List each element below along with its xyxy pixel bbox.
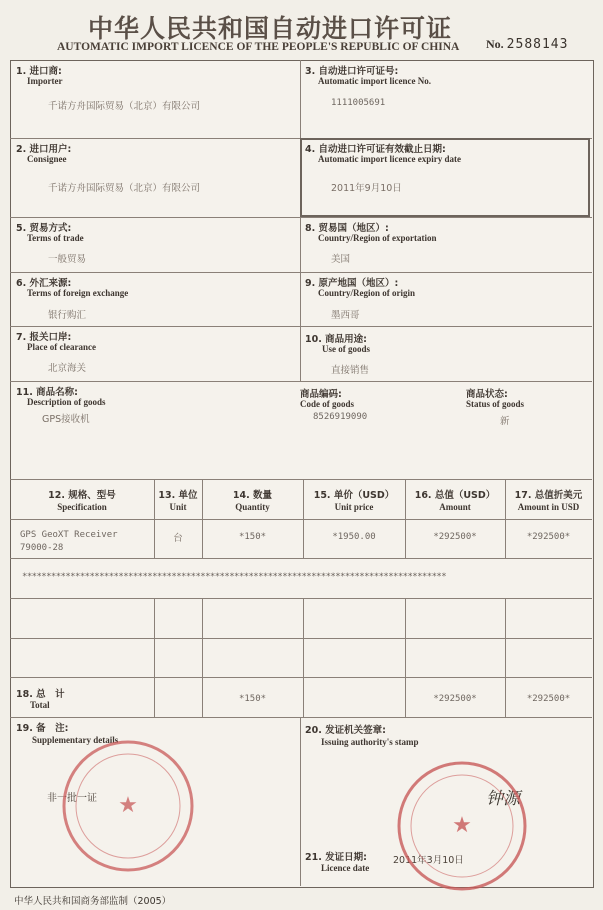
expiry-label-en: Automatic import licence expiry date	[318, 154, 461, 164]
consignee-label-cn: 2. 进口用户:	[16, 144, 72, 155]
licence-number	[486, 37, 568, 52]
goods-label-en: Description of goods	[27, 397, 106, 407]
licence-number-label: No.	[486, 37, 504, 51]
goods-label-cn: 11. 商品名称:	[16, 387, 78, 398]
col-amount-header-en: Amount	[439, 502, 471, 512]
header-title-en: AUTOMATIC IMPORT LICENCE OF THE PEOPLE'S REPUBLIC OF CHINA	[57, 41, 460, 53]
issue-date-label-cn: 21. 发证日期:	[305, 852, 367, 863]
importer-label-en: Importer	[27, 76, 63, 86]
importer-value: 千诺方舟国际贸易（北京）有限公司	[48, 101, 201, 112]
authority-label-cn: 20. 发证机关签章:	[305, 725, 386, 736]
consignee-label-en: Consignee	[27, 154, 67, 164]
total-amount-usd: *292500*	[526, 694, 571, 704]
total-label-cn: 18. 总 计	[16, 689, 65, 700]
exchange-label-cn: 6. 外汇来源:	[16, 278, 72, 289]
authority-label-en: Issuing authority's stamp	[321, 737, 419, 747]
issue-date-value: 2011年3月10日	[393, 855, 464, 866]
licence-no-label-cn: 3. 自动进口许可证号:	[305, 66, 399, 77]
licence-no-value: 1111005691	[331, 98, 386, 108]
rule	[10, 717, 592, 718]
col-amount-header-cn: 16. 总值（USD）	[414, 490, 496, 501]
svg-text:★: ★	[118, 793, 138, 818]
signature: 钟源	[486, 789, 520, 809]
total-quantity: *150*	[238, 694, 267, 704]
status-value: 新	[500, 416, 510, 427]
rule	[300, 717, 301, 886]
use-label-en: Use of goods	[322, 344, 371, 354]
col-amount-usd-header-cn: 17. 总值折美元	[514, 490, 583, 501]
exchange-value: 银行购汇	[48, 310, 87, 321]
rule	[10, 272, 592, 273]
importer-label-cn: 1. 进口商:	[16, 66, 62, 77]
col-unit-header-en: Unit	[169, 502, 187, 512]
col-unit-price-header-en: Unit price	[334, 502, 374, 512]
licence-no-label-en: Automatic import licence No.	[318, 76, 431, 86]
clearance-label-en: Place of clearance	[27, 342, 96, 352]
use-value: 直接销售	[331, 365, 370, 376]
svg-text:★: ★	[452, 813, 472, 838]
status-label-en: Status of goods	[466, 399, 525, 409]
code-value: 8526919090	[313, 412, 368, 422]
row-spec-line2: 79000-28	[20, 543, 64, 553]
export-country-label-en: Country/Region of exportation	[318, 233, 437, 243]
row-unit: 台	[173, 533, 183, 544]
exchange-label-en: Terms of foreign exchange	[27, 288, 129, 298]
clearance-label-cn: 7. 报关口岸:	[16, 332, 72, 343]
end-of-list-stars: ****************************************************************************************	[22, 572, 447, 582]
export-country-label-cn: 8. 贸易国（地区）:	[305, 223, 389, 234]
origin-value: 墨西哥	[331, 310, 360, 321]
rule	[10, 381, 592, 382]
trade-label-en: Terms of trade	[27, 233, 84, 243]
consignee-value: 千诺方舟国际贸易（北京）有限公司	[48, 183, 201, 194]
footer-supervision: 中华人民共和国商务部监制（2005）	[14, 896, 172, 907]
rule	[10, 326, 592, 327]
remarks-label-en: Supplementary details	[32, 735, 119, 745]
col-unit-header-cn: 13. 单位	[158, 490, 198, 501]
row-unit-price: *1950.00	[332, 532, 376, 542]
expiry-label-cn: 4. 自动进口许可证有效截止日期:	[305, 144, 446, 155]
total-amount: *292500*	[433, 694, 477, 704]
status-label-cn: 商品状态:	[466, 389, 508, 400]
issue-date-label-en: Licence date	[321, 863, 370, 873]
col-spec-header-cn: 12. 规格、型号	[48, 490, 116, 501]
rule	[10, 217, 592, 218]
rule	[10, 558, 592, 559]
trade-value: 一般贸易	[48, 254, 87, 265]
col-quantity-header-en: Quantity	[235, 502, 270, 512]
col-unit-price-header-cn: 15. 单价（USD）	[313, 490, 395, 501]
official-stamp-left	[58, 736, 198, 876]
row-quantity: *150*	[238, 532, 267, 542]
goods-value: GPS接收机	[42, 414, 90, 425]
use-label-cn: 10. 商品用途:	[305, 334, 367, 345]
licence-number-value: 2588143	[506, 37, 569, 52]
rule	[303, 598, 304, 717]
total-label-en: Total	[30, 700, 50, 710]
row-spec-line1: GPS GeoXT Receiver	[20, 530, 118, 540]
col-quantity-header-cn: 14. 数量	[232, 490, 273, 501]
expiry-value: 2011年9月10日	[331, 183, 402, 194]
origin-label-en: Country/Region of origin	[318, 288, 416, 298]
row-amount: *292500*	[433, 532, 477, 542]
header-title-cn: 中华人民共和国自动进口许可证	[87, 14, 452, 43]
export-country-value: 美国	[331, 254, 351, 265]
official-stamp-right	[392, 756, 532, 896]
col-amount-usd-header-en: Amount in USD	[517, 502, 580, 512]
rule	[300, 60, 301, 381]
rule	[154, 598, 155, 717]
remarks-value: 非一批一证	[47, 793, 97, 804]
row-amount-usd: *292500*	[526, 532, 571, 542]
remarks-label-cn: 19. 备 注:	[16, 723, 69, 734]
code-label-cn: 商品编码:	[300, 389, 342, 400]
origin-label-cn: 9. 原产地国（地区）:	[305, 278, 399, 289]
clearance-value: 北京海关	[48, 363, 87, 374]
col-spec-header-en: Specification	[57, 502, 107, 512]
trade-label-cn: 5. 贸易方式:	[16, 223, 72, 234]
code-label-en: Code of goods	[300, 399, 355, 409]
